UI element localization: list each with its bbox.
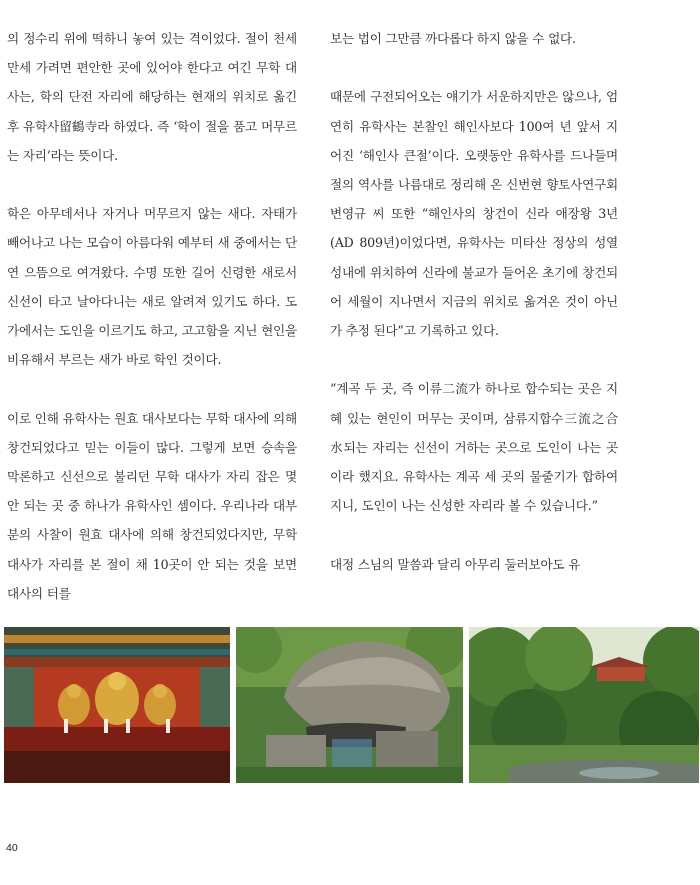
paragraph: 때문에 구전되어오는 얘기가 서운하지만은 않으나, 엄연히 유학사는 본찰인 해인사보다 100여 년 앞서 지어진 ‘해인사 큰절’이다. 오랫동안 유학사를 드나들며 절의 역사를 나름대로 정리해 온 신번현 향토사연구회 변영규 씨 또한 “해인사의 창건이 신라 애장왕 3년(AD 809년)이었다면, 유학사는 미타산 정상의 성열 성내에 위치하여 신라에 불교가 들어온 초기에 창건되어 세월이 지나면서 지금의 위치로 옮겨온 것이 아닌 가 추정 된다”고 기록하고 있다. bbox=[330, 89, 618, 339]
temple-altar-photo bbox=[4, 627, 230, 783]
paragraph: “계곡 두 곳, 즉 이류二流가 하나로 합수되는 곳은 지혜 있는 현인이 머무는 곳이며, 삼류지합수三流之合水되는 자리는 신선이 거하는 곳으로 도인이 나는 곳이라 했지요. 유학사는 계곡 세 곳의 물줄기가 합하여지니, 도인이 나는 신성한 자리라 볼 수 있습니다.” bbox=[330, 381, 618, 514]
left-text-column bbox=[7, 24, 297, 637]
paragraph: 대정 스님의 말씀과 달리 아무리 둘러보아도 유 bbox=[330, 556, 581, 572]
paragraph: 의 정수리 위에 떡하니 놓여 있는 격이었다. 절이 천세 만세 가려면 편안한 곳에 있어야 한다고 여긴 무학 대사는, 학의 단전 자리에 해당하는 현재의 위치로 옮긴 후 유학사留鶴寺라 하였다. 즉 ‘학이 절을 품고 머무르는 자리’라는 뜻이다. bbox=[7, 31, 297, 163]
paragraph: 보는 법이 그만큼 까다롭다 하지 않을 수 없다. bbox=[330, 31, 576, 46]
paragraph: 학은 아무데서나 자거나 머무르지 않는 새다. 자태가 빼어나고 나는 모습이 아름다워 예부터 새 중에서는 단연 으뜸으로 여겨왔다. 수명 또한 길어 신령한 새로서 신선이 타고 날아다니는 새로 알려져 있기도 하다. 도가에서는 도인을 이르기도 하고, 고고함을 지닌 현인을 비유해서 부르는 새가 바로 학인 것이다. bbox=[7, 206, 297, 368]
paragraph: 이로 인해 유학사는 원효 대사보다는 무학 대사에 의해 창건되었다고 믿는 이들이 많다. 그렇게 보면 승속을 막론하고 신선으로 불리던 무학 대사가 자리 잡은 몇 안 되는 곳 중 하나가 유학사인 셈이다. 우리나라 대부분의 사찰이 원효 대사에 의해 창건되었다지만, 무학 대사가 자리를 본 절이 채 10곳이 안 되는 것을 보면 대사의 터를 bbox=[7, 410, 297, 601]
page-number: 40 bbox=[6, 842, 18, 854]
forest-temple-photo bbox=[469, 627, 699, 783]
rock-shrine-photo bbox=[236, 627, 463, 783]
photo-strip bbox=[4, 627, 699, 783]
right-text-column bbox=[330, 24, 618, 608]
